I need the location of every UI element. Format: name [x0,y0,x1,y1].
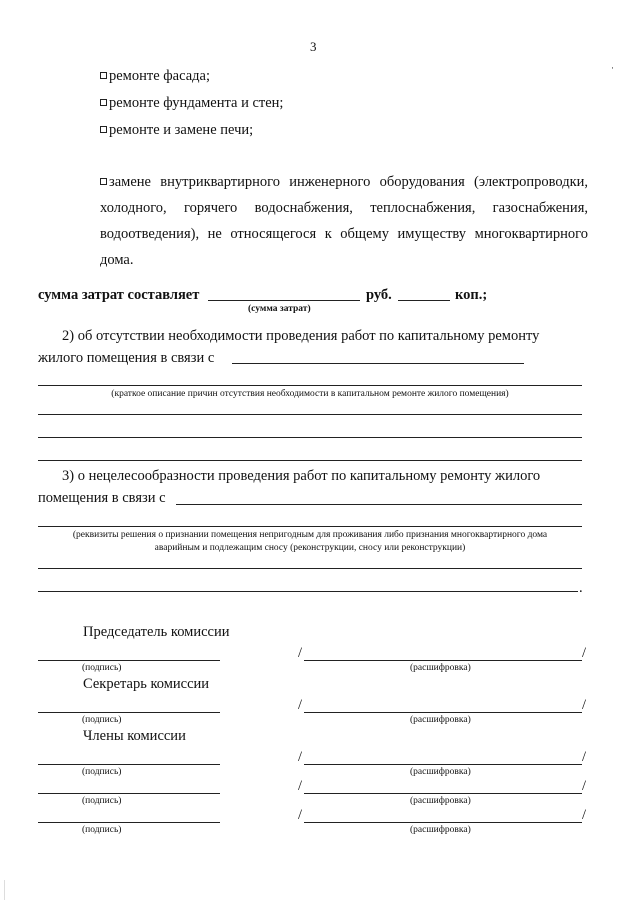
member3-signature-field[interactable] [38,822,220,823]
secretary-title: Секретарь комиссии [83,676,210,692]
cost-sum-caption: (сумма затрат) [248,304,311,314]
chairman-signature-field[interactable] [38,660,220,661]
checkbox-icon [100,99,107,106]
cost-kop-field[interactable] [398,300,450,301]
clause3-reason-field-4[interactable] [38,591,578,592]
clause3-caption-line1: (реквизиты решения о признании помещения непригодным для проживания либо признания многоквартирного дома [72,530,548,540]
secretary-slash-left: / [298,697,303,713]
chairman-title: Председатель комиссии [83,624,230,640]
checkbox-icon [100,126,107,133]
member3-decoding-field[interactable] [304,822,582,823]
clause3-line1: 3) о нецелесообразности проведения работ по капитальному ремонту жилого [62,468,541,484]
checklist-item-stove: ремонте и замене печи; [100,123,253,138]
secretary-signature-field[interactable] [38,712,220,713]
chairman-decoding-field[interactable] [304,660,582,661]
scan-edge [4,880,5,900]
clause3-trailing-dot: . [579,580,583,596]
clause2-caption: (краткое описание причин отсутствия необходимости в капитальном ремонте жилого помещения) [111,389,509,399]
member1-decoding-caption: (расшифровка) [410,767,471,777]
member2-slash-right: / [582,778,587,794]
cost-rub-label: руб. [366,287,392,303]
chairman-slash-left: / [298,645,303,661]
checklist-item-equipment-line1: замене внутриквартирного инженерного оборудования (электропроводки, [100,175,588,190]
checklist-item-equipment-line3: водоотведения), не относящегося к общему имуществу многоквартирного [100,226,588,242]
member1-signature-field[interactable] [38,764,220,765]
chairman-slash-right: / [582,645,587,661]
member2-slash-left: / [298,778,303,794]
scan-speck: · [611,63,614,73]
checklist-item-foundation: ремонте фундамента и стен; [100,96,283,111]
member3-slash-right: / [582,807,587,823]
member1-slash-right: / [582,749,587,765]
clause3-reason-field-3[interactable] [38,568,582,569]
clause3-reason-field[interactable] [176,504,582,505]
clause2-reason-field-5[interactable] [38,460,582,461]
member2-decoding-caption: (расшифровка) [410,796,471,806]
member1-decoding-field[interactable] [304,764,582,765]
member1-slash-left: / [298,749,303,765]
checkbox-icon [100,72,107,79]
secretary-decoding-field[interactable] [304,712,582,713]
members-title: Члены комиссии [83,728,186,744]
clause3-caption-line2: аварийным и подлежащим сносу (реконструкции, сносу или реконструкции) [154,543,466,553]
cost-sum-field[interactable] [208,300,360,301]
clause3-reason-field-2[interactable] [38,526,582,527]
member2-signature-field[interactable] [38,793,220,794]
checklist-item-equipment-line4: дома. [100,252,134,268]
chairman-signature-caption: (подпись) [82,663,122,673]
secretary-decoding-caption: (расшифровка) [410,715,471,725]
member3-slash-left: / [298,807,303,823]
member3-signature-caption: (подпись) [82,825,122,835]
member3-decoding-caption: (расшифровка) [410,825,471,835]
clause2-line1: 2) об отсутствии необходимости проведения работ по капитальному ремонту [62,328,540,344]
page-number: 3 [310,39,317,54]
member2-signature-caption: (подпись) [82,796,122,806]
chairman-decoding-caption: (расшифровка) [410,663,471,673]
clause2-reason-field-2[interactable] [38,385,582,386]
member1-signature-caption: (подпись) [82,767,122,777]
clause2-reason-field-4[interactable] [38,437,582,438]
clause2-reason-field-3[interactable] [38,414,582,415]
secretary-signature-caption: (подпись) [82,715,122,725]
checklist-item-equipment-line2: холодного, горячего водоснабжения, теплоснабжения, газоснабжения, [100,200,588,216]
clause2-reason-field[interactable] [232,363,524,364]
member2-decoding-field[interactable] [304,793,582,794]
checkbox-icon [100,178,107,185]
secretary-slash-right: / [582,697,587,713]
clause2-line2: жилого помещения в связи с [38,350,215,366]
clause3-line2: помещения в связи с [38,490,166,506]
cost-kop-label: коп.; [455,287,488,303]
cost-label: сумма затрат составляет [38,287,200,303]
checklist-item-facade: ремонте фасада; [100,69,210,84]
